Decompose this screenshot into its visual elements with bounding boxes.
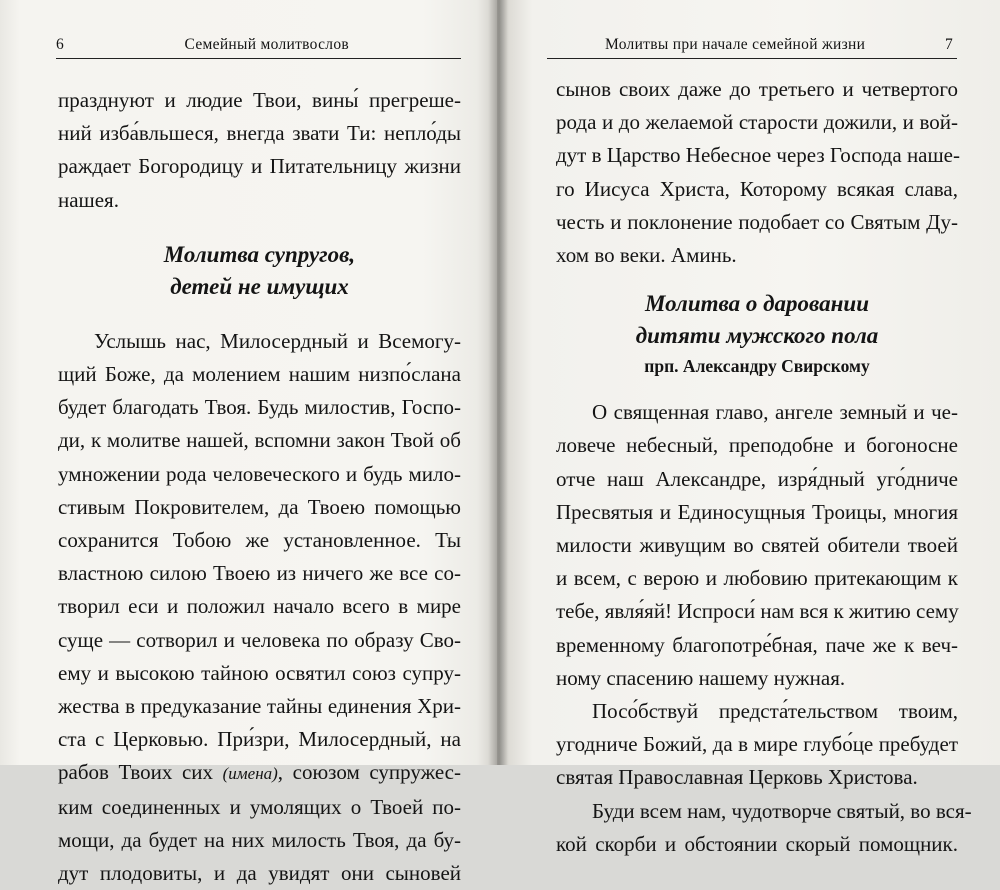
right-header-rule [547, 58, 957, 59]
text-line: ста с Церковью. При́зри, Милосердный, на [58, 727, 461, 752]
text-line: умножении рода человеческого и будь мило- [58, 461, 461, 486]
text-line: рода и до желаемой старости дожили, и вой- [556, 110, 958, 135]
text-line: Пресвятыя и Единосущныя Троицы, многия [556, 499, 958, 524]
text-line: временному благопотре́бная, паче же к веч- [556, 632, 958, 657]
text-fragment: , союзом супружес- [277, 760, 461, 785]
section-title: Молитва супругов, [163, 241, 356, 267]
section-title: детей не имущих [170, 273, 349, 299]
text-line: милости живущим во святей обители твоей [556, 533, 958, 558]
text-line-names [58, 756, 461, 790]
book-gutter-shadow [488, 0, 508, 765]
text-line: ди, к молитве нашей, вспомни закон Твой об [58, 428, 461, 453]
text-line: Буди всем нам, чудотворче святый, во вся- [592, 798, 972, 823]
text-line: ний изба́вльшеся, внегда звати Ти: непло́ды [58, 121, 461, 146]
text-line: отче наш Александре, изря́дный уго́дниче [556, 466, 958, 491]
text-line: сынов своих даже до третьего и четвертого [556, 77, 958, 101]
spacer [556, 380, 958, 396]
text-line: будет благодать Твоя. Будь милостив, Госпо- [58, 395, 461, 420]
text-line: мощи, да будет на них милость Твоя, да бу- [58, 827, 461, 852]
section-subtitle: прп. Александру Свирскому [644, 356, 870, 377]
spacer [58, 217, 461, 239]
left-header-rule [56, 58, 461, 59]
names-placeholder: (имена) [222, 764, 278, 784]
text-line: сохранится Тобою же установленное. Ты [58, 528, 461, 553]
text-line: тебе, явля́яй! Испроси́ нам вся к житию сему [556, 599, 959, 624]
text-line: О священная главо, ангеле земный и че- [592, 400, 958, 425]
right-page-number: 7 [944, 36, 953, 53]
text-fragment: рабов Твоих сих [58, 760, 223, 785]
text-line: хом во веки. Аминь. [556, 243, 737, 268]
spacer [58, 303, 461, 325]
right-page [497, 0, 1000, 856]
text-line: нашея. [58, 187, 119, 212]
text-line: угодниче Божий, да в мире глубо́це пребудет [556, 732, 958, 757]
left-page-text [58, 84, 461, 890]
text-line: стивым Покровителем, да Твоею помощью [58, 494, 461, 519]
text-line: празднуют и людие Твои, вины́ прегреше- [58, 88, 461, 112]
text-line: и всем, с верою и любовию притекающим к [556, 566, 958, 591]
text-line: ему и высокою тайною освятил союз супру- [58, 660, 461, 685]
left-page-header [56, 36, 461, 54]
text-line: ловече небесный, преподобне и богоносне [556, 433, 958, 458]
text-line: ному спасению нашему нужная. [556, 665, 846, 690]
text-line: дут плодовиты, и да увидят они сыновей [58, 861, 461, 886]
spacer [556, 272, 958, 288]
text-line: Посо́бствуй предста́тельством твоим, [592, 699, 958, 724]
text-line: щий Боже, да молением нашим низпо́слана [58, 362, 461, 387]
text-line: го Иисуса Христа, Которому всякая слава, [556, 176, 958, 201]
left-page-number: 6 [56, 36, 65, 53]
text-line: Услышь нас, Милосердный и Всемогу- [94, 328, 461, 353]
text-line: жества в предуказание тайны единения Хри- [58, 694, 461, 719]
right-page-text [556, 73, 972, 861]
text-line: дут в Царство Небесное через Господа наше- [556, 143, 960, 168]
text-line: раждает Богородицу и Питательницу жизни [58, 154, 461, 179]
left-running-title: Семейный молитвослов [184, 36, 349, 53]
text-line: честь и поклонение подобает со Святым Ду- [556, 209, 958, 234]
text-line: ким соединенных и умолящих о Твоей по- [58, 794, 461, 819]
section-title: Молитва о даровании [644, 291, 870, 317]
text-line: суще — сотворил и человека по образу Сво- [58, 627, 461, 652]
text-line: кой скорби и обстоянии скорый помощник. [556, 831, 958, 856]
text-line: творил еси и положил начало всего в мире [58, 594, 461, 619]
section-title: дитяти мужского пола [635, 323, 879, 349]
left-page [0, 0, 497, 886]
right-page-header [605, 36, 953, 54]
right-running-title: Молитвы при начале семейной жизни [605, 36, 866, 53]
text-line: святая Православная Церковь Христова. [556, 765, 918, 790]
text-line: властною силою Твоею из ничего же все со- [58, 561, 461, 586]
